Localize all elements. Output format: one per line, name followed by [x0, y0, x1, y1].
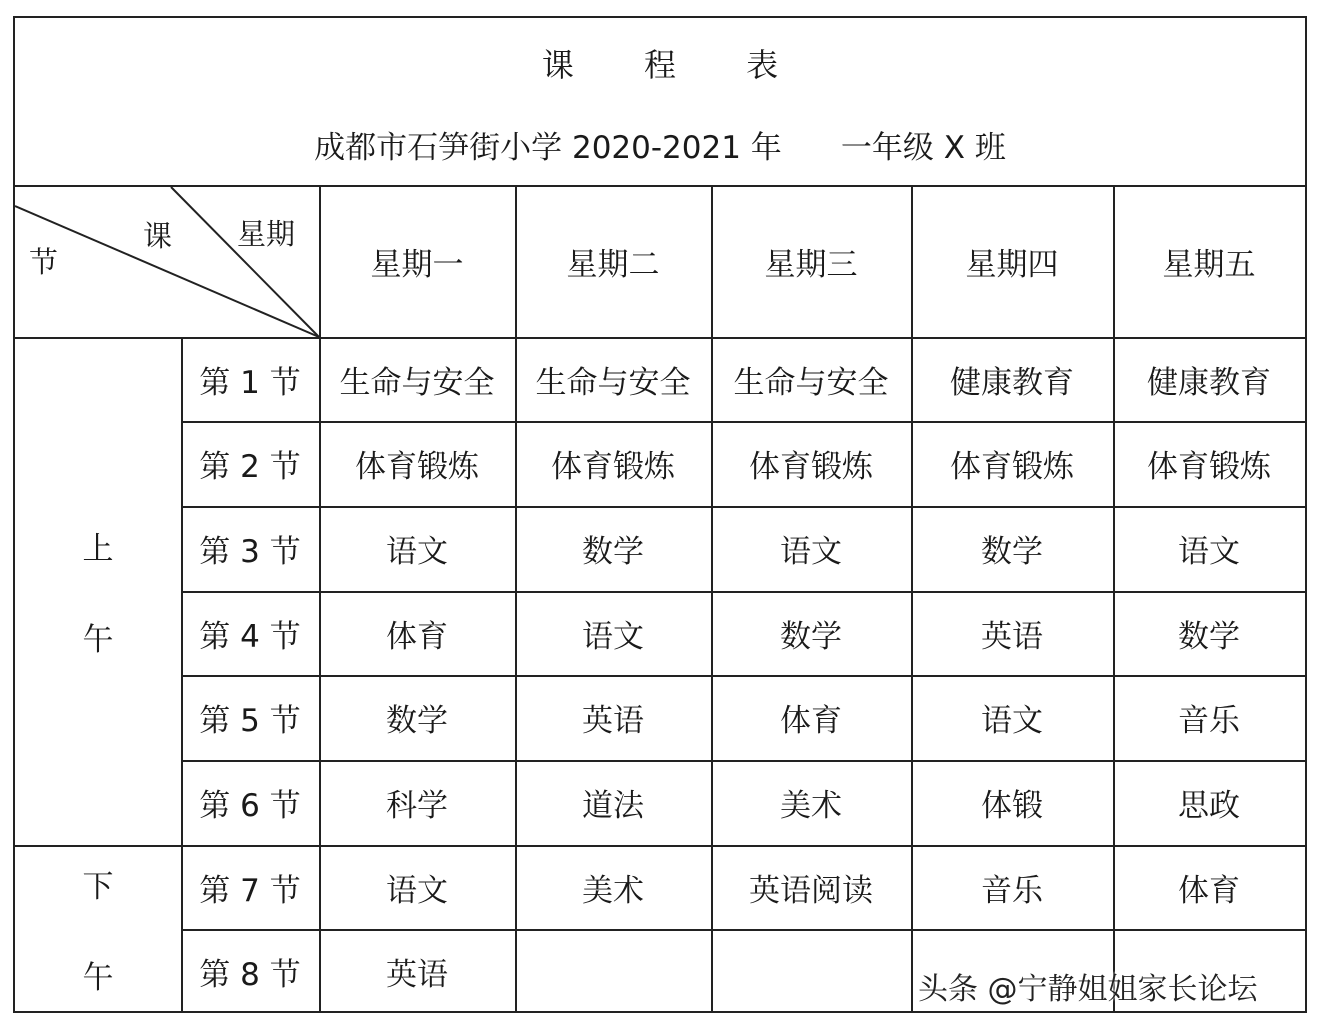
- session-afternoon: [15, 845, 181, 1013]
- period-label: 第 6 节: [199, 788, 301, 824]
- class-cell: 英语: [386, 956, 448, 993]
- class-cell: 生命与安全: [535, 364, 691, 401]
- class-cell: 音乐: [981, 872, 1043, 909]
- class-cell: 美术: [582, 872, 644, 909]
- page-subtitle: 成都市石笋街小学 2020-2021 年 一年级 X 班: [314, 130, 1006, 166]
- class-cell: 体育锻炼: [950, 449, 1074, 485]
- class-cell: 语文: [981, 703, 1043, 739]
- class-cell: 科学: [386, 788, 448, 824]
- class-cell: 英语: [981, 618, 1043, 655]
- corner-diagonals: [15, 18, 325, 348]
- day-header-fri: 星期五: [1162, 246, 1256, 283]
- class-cell: 英语阅读: [749, 872, 873, 909]
- session-label-char: 午: [82, 622, 114, 658]
- class-cell: 体育锻炼: [551, 449, 675, 485]
- corner-course-label: 课: [143, 219, 173, 253]
- timetable: [13, 16, 1307, 1013]
- class-cell: 体育: [780, 703, 842, 739]
- class-cell: 体育锻炼: [355, 449, 479, 485]
- session-morning: [15, 337, 181, 845]
- period-label: 第 3 节: [199, 534, 301, 570]
- class-cell: 健康教育: [1147, 364, 1271, 401]
- class-cell: [515, 929, 711, 1013]
- class-cell: 体育: [386, 618, 448, 655]
- period-label: 第 5 节: [199, 703, 301, 739]
- day-header-tue: 星期二: [566, 246, 660, 283]
- period-label: 第 7 节: [199, 872, 301, 909]
- day-header-wed: 星期三: [764, 246, 858, 283]
- class-cell: 数学: [582, 534, 644, 570]
- class-cell: [711, 929, 911, 1013]
- class-cell: 道法: [582, 788, 644, 824]
- class-cell: 数学: [1178, 618, 1240, 655]
- class-cell: 体锻: [981, 788, 1043, 824]
- class-cell: 生命与安全: [733, 364, 889, 401]
- page-title: 课 程 表: [541, 46, 809, 84]
- class-cell: 生命与安全: [339, 364, 495, 401]
- period-label: 第 1 节: [199, 364, 301, 401]
- class-cell: 语文: [780, 534, 842, 570]
- class-cell: 语文: [582, 618, 644, 655]
- class-cell: 语文: [1178, 534, 1240, 570]
- session-label-char: 上: [82, 531, 114, 567]
- class-cell: 语文: [386, 534, 448, 570]
- class-cell: 音乐: [1178, 703, 1240, 739]
- class-cell: 数学: [981, 534, 1043, 570]
- class-cell: 美术: [780, 788, 842, 824]
- class-cell: 体育: [1178, 872, 1240, 909]
- class-cell: 语文: [386, 872, 448, 909]
- class-cell: 思政: [1178, 788, 1240, 824]
- period-label: 第 4 节: [199, 618, 301, 655]
- class-cell: 英语: [582, 703, 644, 739]
- session-label-char: 午: [82, 960, 114, 996]
- class-cell: 体育锻炼: [749, 449, 873, 485]
- class-cell: 数学: [780, 618, 842, 655]
- corner-period-label: 节: [29, 245, 59, 279]
- period-label: 第 8 节: [199, 956, 301, 993]
- class-cell: 数学: [386, 703, 448, 739]
- day-header-mon: 星期一: [370, 246, 464, 283]
- class-cell: 体育锻炼: [1147, 449, 1271, 485]
- corner-weekday-label: 星期: [237, 217, 296, 251]
- class-cell: 健康教育: [950, 364, 1074, 401]
- day-header-thu: 星期四: [965, 246, 1059, 283]
- period-label: 第 2 节: [199, 449, 301, 485]
- watermark: 头条 @宁静姐姐家长论坛: [918, 972, 1258, 1007]
- session-label-char: 下: [82, 869, 114, 905]
